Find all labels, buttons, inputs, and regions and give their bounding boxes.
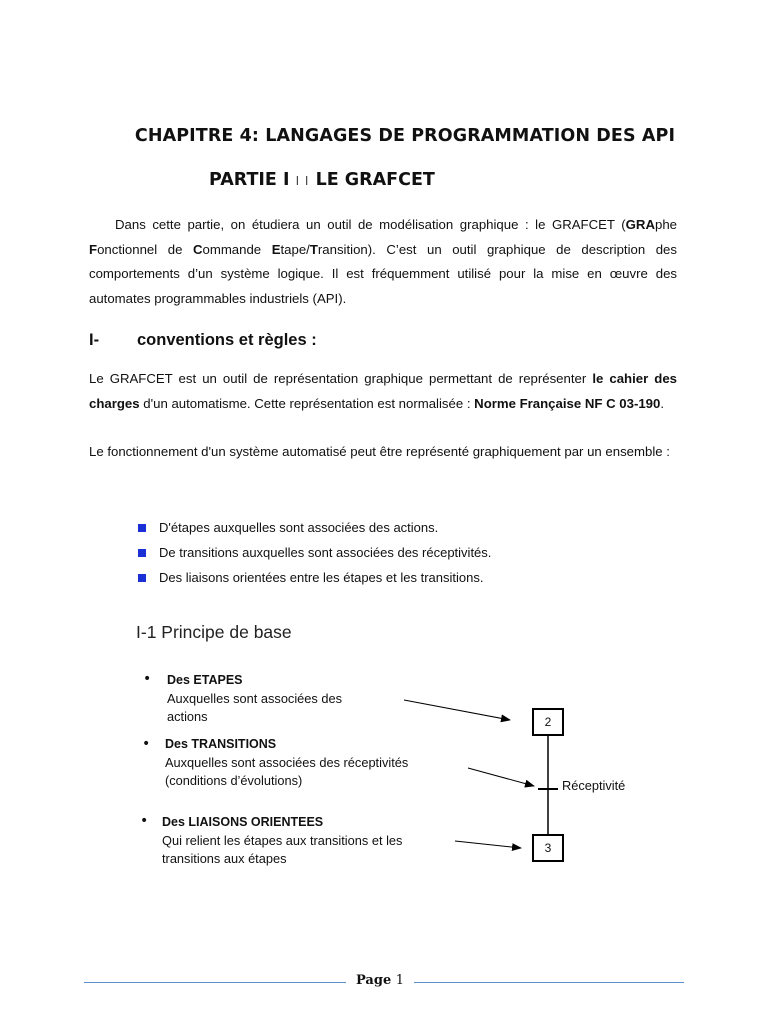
subsection-heading: I-1 Principe de base bbox=[136, 622, 292, 642]
principle-line: transitions aux étapes bbox=[162, 851, 287, 866]
principle-line: Auxquelles sont associées des réceptivités bbox=[165, 754, 409, 770]
step-box-3: 3 bbox=[532, 834, 564, 862]
acronym-part: F bbox=[89, 241, 98, 257]
page-number bbox=[356, 973, 404, 988]
para-text: Le GRAFCET est un outil de représentation graphique permettant de représenter bbox=[89, 371, 593, 386]
intro-start: Dans cette partie, on étudiera un outil de modélisation graphique : le GRAFCET ( bbox=[115, 217, 626, 232]
section-number: I- bbox=[89, 331, 100, 349]
intro-rest: ). C’est un outil graphique de description des comportements d’un système logique. Il est fréquemment utilisé pour la mise en œuvre des automates programmables industriels (API). bbox=[89, 241, 677, 306]
arrow-to-link bbox=[455, 841, 521, 848]
principle-line: (conditions d’évolutions) bbox=[165, 773, 303, 788]
principle-head: Des ETAPES bbox=[167, 673, 243, 687]
para-text: d'un automatisme. Cette représentation est normalisée : bbox=[139, 395, 475, 411]
page-label: Page bbox=[356, 973, 392, 988]
principle-line: Qui relient les étapes aux transitions et les bbox=[162, 832, 403, 848]
acronym-part: T bbox=[309, 241, 318, 257]
system-paragraph: Le fonctionnement d'un système automatisé peut être représenté graphiquement par un ensemble : bbox=[89, 444, 670, 459]
principle-line: Auxquelles sont associées des bbox=[167, 690, 342, 706]
arrow-to-step bbox=[404, 700, 510, 720]
footer-rule-left bbox=[84, 982, 346, 983]
acronym-part: ommande bbox=[202, 241, 272, 257]
list-item-text: De transitions auxquelles sont associées des réceptivités. bbox=[159, 545, 492, 560]
subtitle-separator: I I bbox=[295, 174, 310, 188]
principle-head: Des TRANSITIONS bbox=[165, 737, 277, 751]
page-title: CHAPITRE 4: LANGAGES DE PROGRAMMATION DES API bbox=[134, 126, 676, 146]
principle-line: actions bbox=[167, 709, 208, 724]
para-text: . bbox=[660, 395, 665, 411]
acronym-part: E bbox=[271, 241, 281, 257]
acronym-part: C bbox=[192, 241, 203, 257]
step-box-2: 2 bbox=[532, 708, 564, 736]
para-bold: Norme Française NF C 03-190 bbox=[474, 395, 661, 411]
principle-bullet: • bbox=[140, 813, 149, 829]
para-bold: le cahier des charges bbox=[89, 371, 678, 411]
acronym-part: ransition bbox=[317, 241, 368, 257]
acronym-part: GRA bbox=[625, 217, 655, 232]
subtitle-suffix: LE GRAFCET bbox=[315, 170, 435, 190]
principle-head: Des LIAISONS ORIENTEES bbox=[162, 815, 324, 829]
list-item-text: D'étapes auxquelles sont associées des actions. bbox=[159, 520, 439, 535]
page-number-value: 1 bbox=[395, 973, 405, 988]
acronym-part: onctionnel de bbox=[97, 241, 193, 257]
section-title: conventions et règles : bbox=[137, 331, 317, 349]
principle-bullet: • bbox=[143, 671, 152, 687]
list-item-text: Des liaisons orientées entre les étapes et les transitions. bbox=[159, 570, 484, 585]
acronym-part: tape/ bbox=[280, 241, 310, 257]
acronym-part: phe bbox=[654, 217, 677, 232]
footer-rule-right bbox=[414, 982, 684, 983]
arrow-to-transition bbox=[468, 768, 534, 786]
subtitle-prefix: PARTIE I bbox=[209, 170, 290, 190]
receptivity-label: Réceptivité bbox=[562, 778, 626, 793]
principle-bullet: • bbox=[142, 736, 151, 752]
